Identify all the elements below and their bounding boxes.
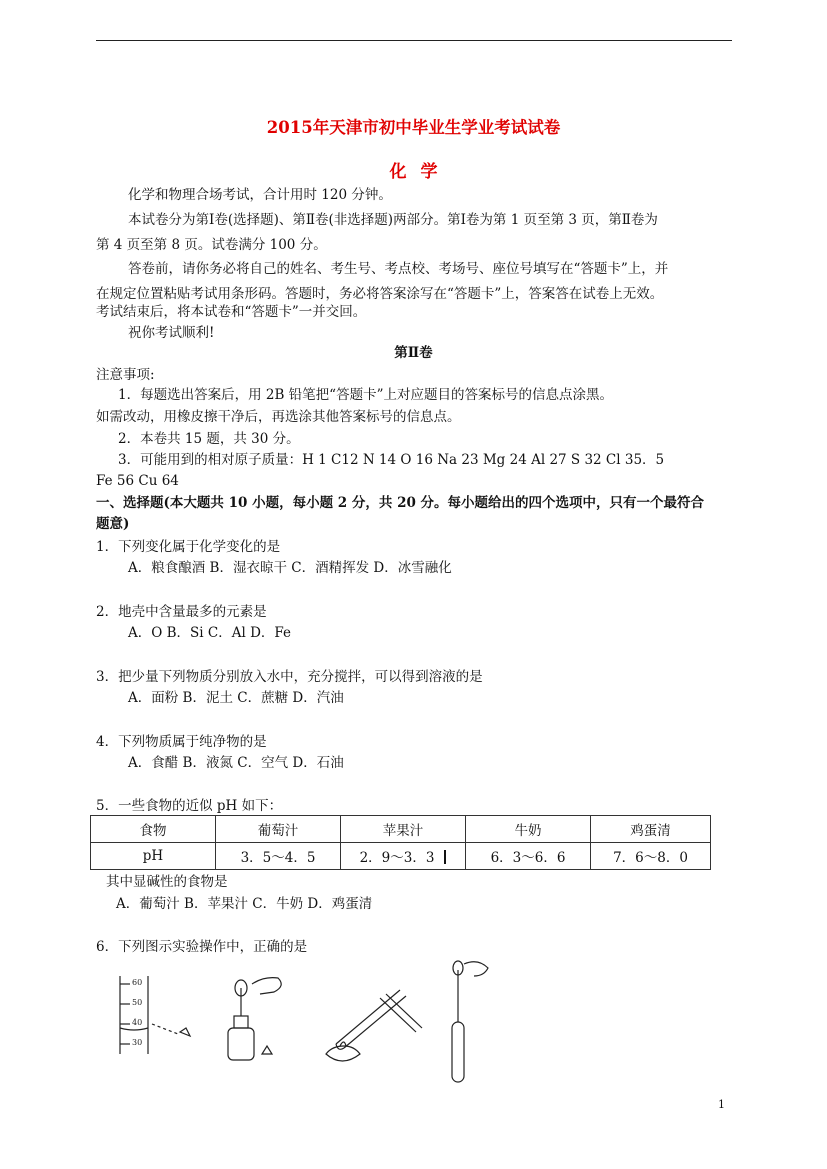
intro-line-3a: 答卷前，请你务必将自己的姓名、考生号、考点校、考场号、座位号填写在“答题卡”上，并 — [128, 261, 669, 277]
table-cell: 6．3～6．6 — [466, 843, 591, 870]
text-cursor-icon — [444, 850, 446, 864]
q5-options: A．葡萄汁 B．苹果汁 C．牛奶 D．鸡蛋清 — [116, 896, 373, 912]
q3-stem: 3．把少量下列物质分别放入水中，充分搅拌，可以得到溶液的是 — [96, 669, 483, 685]
table-cell-text: 2．9～3．3 — [359, 850, 435, 866]
tick-label: 60 — [132, 978, 143, 987]
header-rule — [96, 40, 732, 41]
tick-label: 50 — [132, 998, 143, 1007]
notes-heading: 注意事项: — [96, 367, 155, 383]
table-cell: 葡萄汁 — [216, 816, 341, 843]
table-cell: 苹果汁 — [341, 816, 466, 843]
subject-title: 化学 — [389, 162, 452, 182]
intro-line-1: 化学和物理合场考试，合计用时 120 分钟。 — [128, 187, 392, 203]
section-title: 第Ⅱ卷 — [394, 345, 433, 361]
intro-line-2a: 本试卷分为第Ⅰ卷(选择题)、第Ⅱ卷(非选择题)两部分。第Ⅰ卷为第 1 页至第 3 页，第Ⅱ卷为 — [128, 212, 658, 228]
tick-label: 30 — [132, 1038, 143, 1047]
note-3a: 3．可能用到的相对原子质量：H 1 C12 N 14 O 16 Na 23 Mg 24 Al 27 S 32 Cl 35．5 — [118, 452, 665, 468]
q5-stem: 5．一些食物的近似 pH 如下： — [96, 798, 283, 814]
table-cell-with-cursor — [341, 843, 466, 870]
part1-heading-b: 题意) — [96, 516, 130, 532]
intro-line-2b: 第 4 页至第 8 页。试卷满分 100 分。 — [96, 237, 327, 253]
note-3b: Fe 56 Cu 64 — [96, 473, 179, 489]
q4-stem: 4．下列物质属于纯净物的是 — [96, 734, 267, 750]
part1-heading-a: 一、选择题(本大题共 10 小题，每小题 2 分，共 20 分。每小题给出的四个选项中，只有一个最符合 — [96, 495, 705, 511]
intro-line-3c: 考试结束后，将本试卷和“答题卡”一并交回。 — [96, 304, 367, 320]
exam-title: 2015年天津市初中毕业生学业考试试卷 — [266, 118, 561, 137]
q2-stem: 2．地壳中含量最多的元素是 — [96, 604, 267, 620]
heating-test-tube-icon — [326, 990, 422, 1061]
table-cell: 3．5～4．5 — [216, 843, 341, 870]
ph-table-header-row — [91, 816, 711, 843]
intro-line-4: 祝你考试顺利! — [128, 325, 215, 341]
note-1b: 如需改动，用橡皮擦干净后，再选涂其他答案标号的信息点。 — [96, 409, 461, 425]
q5-follow: 其中显碱性的食物是 — [106, 874, 228, 890]
q1-options: A．粮食酿酒 B．湿衣晾干 C．酒精挥发 D．冰雪融化 — [128, 560, 452, 576]
intro-line-3b: 在规定位置粘贴考试用条形码。答题时，务必将答案涂写在“答题卡”上，答案答在试卷上无效。 — [96, 286, 664, 302]
table-cell: 牛奶 — [466, 816, 591, 843]
graduated-cylinder-icon — [120, 976, 190, 1054]
note-1a: 1．每题选出答案后，用 2B 铅笔把“答题卡”上对应题目的答案标号的信息点涂黑。 — [118, 387, 613, 403]
tick-label: 40 — [132, 1018, 143, 1027]
ph-table — [90, 815, 711, 870]
q4-options: A．食醋 B．液氮 C．空气 D．石油 — [128, 755, 344, 771]
table-cell: 食物 — [91, 816, 216, 843]
q1-stem: 1．下列变化属于化学变化的是 — [96, 539, 281, 555]
dropper-bottle-icon — [228, 978, 281, 1060]
table-cell: 7．6～8．0 — [591, 843, 711, 870]
ph-table-value-row — [91, 843, 711, 870]
table-cell: 鸡蛋清 — [591, 816, 711, 843]
q3-options: A．面粉 B．泥土 C．蔗糖 D．汽油 — [128, 690, 344, 706]
table-cell: pH — [91, 843, 216, 870]
q6-stem: 6．下列图示实验操作中，正确的是 — [96, 939, 308, 955]
note-2: 2．本卷共 15 题，共 30 分。 — [118, 431, 300, 447]
q2-options: A．O B．Si C．Al D．Fe — [128, 625, 292, 641]
dropper-test-tube-icon — [452, 961, 488, 1082]
lab-operations-figure — [100, 958, 520, 1088]
page-number: 1 — [718, 1098, 725, 1111]
